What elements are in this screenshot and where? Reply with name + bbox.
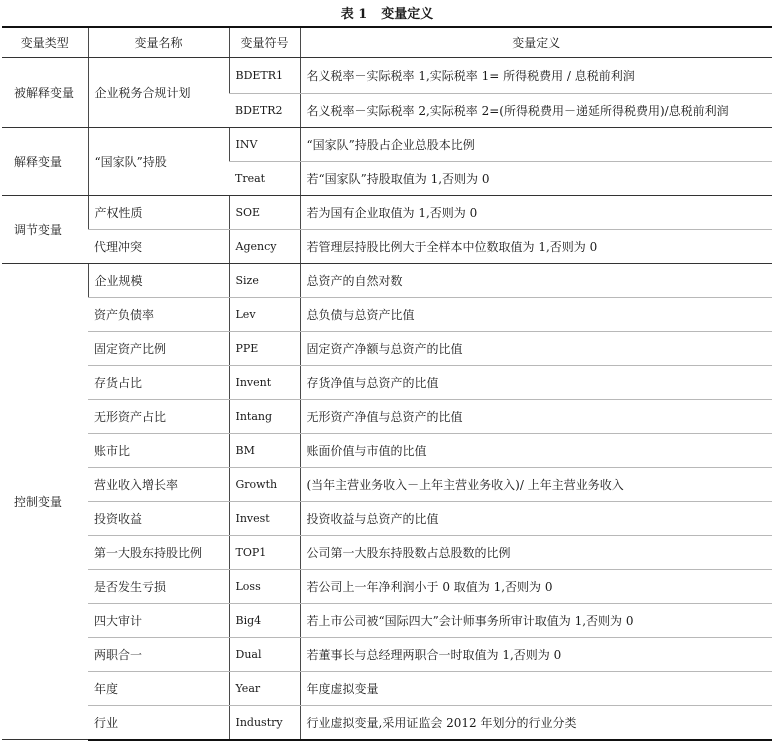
table-row [2, 706, 772, 740]
table-row [2, 366, 772, 400]
variable-symbol-cell: Invent [229, 366, 300, 400]
table-number: 表 1 [340, 7, 368, 22]
header-variable-definition: 变量定义 [300, 27, 772, 58]
variable-name-cell: 企业税务合规计划 [88, 58, 229, 128]
table-row [2, 468, 772, 502]
header-variable-type: 变量类型 [2, 27, 88, 58]
variable-symbol-cell: Intang [229, 400, 300, 434]
table-row [2, 230, 772, 264]
variable-definition-table [2, 26, 772, 741]
table-body [2, 58, 772, 740]
variable-definition-cell: 名义税率－实际税率 2,实际税率 2=(所得税费用－递延所得税费用)/息税前利润 [300, 94, 772, 128]
variable-name-cell: 行业 [88, 706, 229, 740]
variable-name-cell: “国家队”持股 [88, 128, 229, 196]
variable-symbol-cell: Agency [229, 230, 300, 264]
variable-definition-cell: 固定资产净额与总资产的比值 [300, 332, 772, 366]
variable-type-cell: 调节变量 [2, 196, 88, 264]
table-row [2, 672, 772, 706]
variable-symbol-cell: Invest [229, 502, 300, 536]
table-caption [0, 4, 774, 26]
variable-symbol-cell: Size [229, 264, 300, 298]
variable-definition-cell: 若董事长与总经理两职合一时取值为 1,否则为 0 [300, 638, 772, 672]
table-row [2, 536, 772, 570]
table-title: 变量定义 [381, 7, 434, 22]
variable-symbol-cell: Treat [229, 162, 300, 196]
variable-name-cell: 无形资产占比 [88, 400, 229, 434]
table-row [2, 570, 772, 604]
header-variable-symbol: 变量符号 [229, 27, 300, 58]
variable-definition-cell: 投资收益与总资产的比值 [300, 502, 772, 536]
variable-name-cell: 账市比 [88, 434, 229, 468]
variable-symbol-cell: BM [229, 434, 300, 468]
table-row [2, 400, 772, 434]
variable-name-cell: 存货占比 [88, 366, 229, 400]
variable-symbol-cell: PPE [229, 332, 300, 366]
variable-symbol-cell: BDETR2 [229, 94, 300, 128]
table-row [2, 638, 772, 672]
variable-symbol-cell: Big4 [229, 604, 300, 638]
variable-symbol-cell: Industry [229, 706, 300, 740]
table-row [2, 298, 772, 332]
variable-symbol-cell: Lev [229, 298, 300, 332]
table-row [2, 264, 772, 298]
variable-definition-cell: 若“国家队”持股取值为 1,否则为 0 [300, 162, 772, 196]
variable-symbol-cell: Year [229, 672, 300, 706]
table-row [2, 332, 772, 366]
variable-name-cell: 两职合一 [88, 638, 229, 672]
table-row [2, 434, 772, 468]
variable-definition-cell: 总资产的自然对数 [300, 264, 772, 298]
variable-name-cell: 资产负债率 [88, 298, 229, 332]
variable-definition-cell: 若上市公司被“国际四大”会计师事务所审计取值为 1,否则为 0 [300, 604, 772, 638]
variable-name-cell: 四大审计 [88, 604, 229, 638]
variable-definition-cell: 年度虚拟变量 [300, 672, 772, 706]
variable-name-cell: 第一大股东持股比例 [88, 536, 229, 570]
variable-definition-cell: “国家队”持股占企业总股本比例 [300, 128, 772, 162]
table-header-row [2, 27, 772, 58]
table-row [2, 502, 772, 536]
variable-name-cell: 固定资产比例 [88, 332, 229, 366]
variable-definition-cell: 总负债与总资产比值 [300, 298, 772, 332]
variable-definition-cell: 行业虚拟变量,采用证监会 2012 年划分的行业分类 [300, 706, 772, 740]
variable-name-cell: 年度 [88, 672, 229, 706]
variable-name-cell: 营业收入增长率 [88, 468, 229, 502]
variable-definition-cell: (当年主营业务收入－上年主营业务收入)/ 上年主营业务收入 [300, 468, 772, 502]
variable-type-cell: 控制变量 [2, 264, 88, 740]
variable-symbol-cell: Loss [229, 570, 300, 604]
variable-name-cell: 投资收益 [88, 502, 229, 536]
variable-type-cell: 被解释变量 [2, 58, 88, 128]
variable-definition-cell: 账面价值与市值的比值 [300, 434, 772, 468]
table-row [2, 604, 772, 638]
variable-definition-cell: 名义税率－实际税率 1,实际税率 1= 所得税费用 / 息税前利润 [300, 58, 772, 94]
variable-symbol-cell: BDETR1 [229, 58, 300, 94]
variable-symbol-cell: TOP1 [229, 536, 300, 570]
variable-definition-cell: 若为国有企业取值为 1,否则为 0 [300, 196, 772, 230]
variable-definition-cell: 公司第一大股东持股数占总股数的比例 [300, 536, 772, 570]
variable-name-cell: 产权性质 [88, 196, 229, 230]
header-variable-name: 变量名称 [88, 27, 229, 58]
variable-definition-cell: 无形资产净值与总资产的比值 [300, 400, 772, 434]
variable-name-cell: 代理冲突 [88, 230, 229, 264]
variable-type-cell: 解释变量 [2, 128, 88, 196]
variable-name-cell: 是否发生亏损 [88, 570, 229, 604]
variable-definition-cell: 若管理层持股比例大于全样本中位数取值为 1,否则为 0 [300, 230, 772, 264]
table-row [2, 196, 772, 230]
variable-symbol-cell: Growth [229, 468, 300, 502]
table-row [2, 58, 772, 94]
table-row [2, 128, 772, 162]
variable-symbol-cell: Dual [229, 638, 300, 672]
variable-symbol-cell: INV [229, 128, 300, 162]
variable-definition-cell: 若公司上一年净利润小于 0 取值为 1,否则为 0 [300, 570, 772, 604]
variable-name-cell: 企业规模 [88, 264, 229, 298]
variable-symbol-cell: SOE [229, 196, 300, 230]
variable-definition-cell: 存货净值与总资产的比值 [300, 366, 772, 400]
